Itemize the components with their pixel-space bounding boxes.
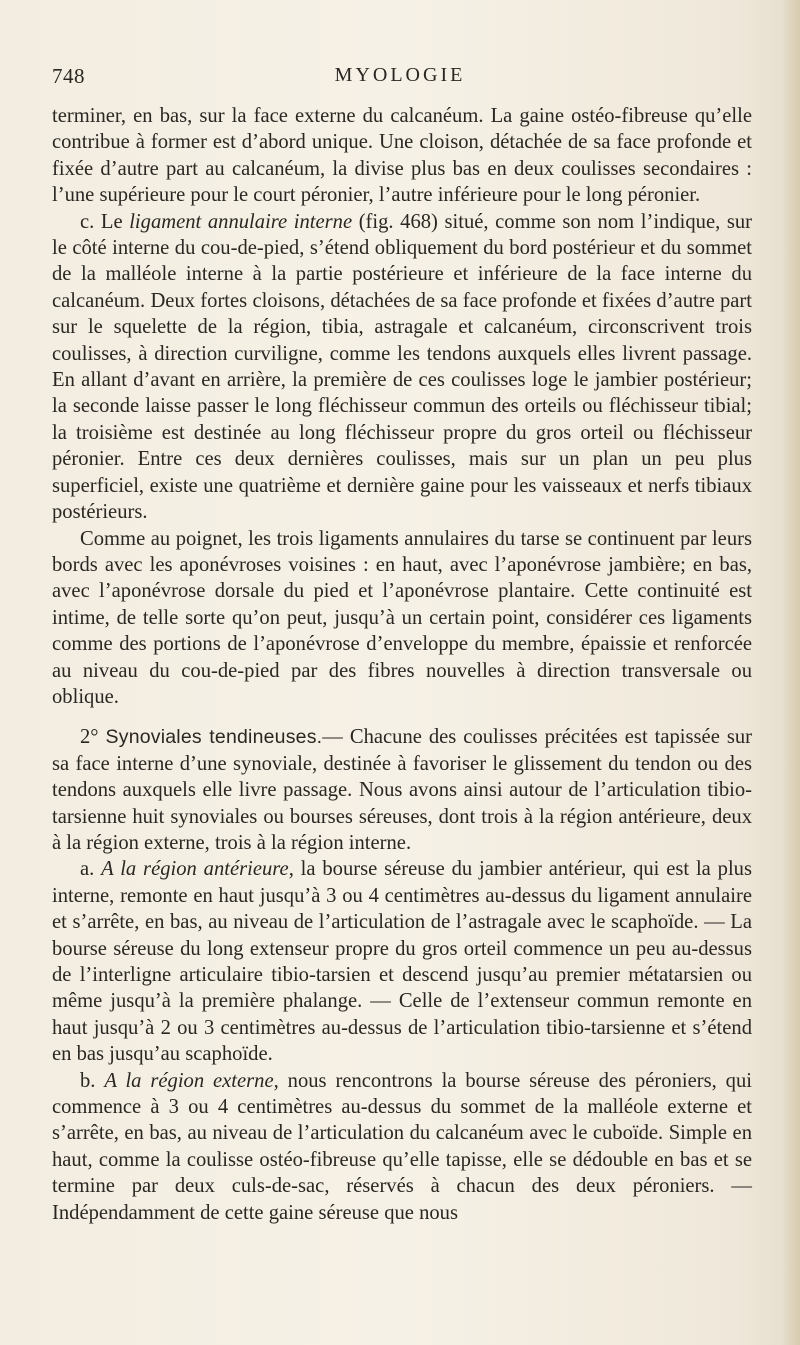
running-title: MYOLOGIE [334, 64, 466, 86]
section-number: 2° [80, 726, 99, 749]
section-synoviales-tendineuses [52, 724, 752, 856]
paragraph-body: , nous rencontrons la bourse séreuse des péroniers, qui commence à 3 ou 4 centimètres au-dessus du sommet de la malléole externe et s’arrête, en bas, au niveau de l’articulation du calcanéum avec le cuboïde. Simple en haut, comme la coulisse ostéo-fibreuse qu’elle tapisse, elle se dédouble en bas et se termine par deux culs-de-sac, réservés à chacun des deux péroniers. — Indépendamment de cette gaine séreuse que nous [52, 1069, 752, 1224]
paragraph-lead: a. [80, 858, 102, 881]
page-number: 748 [52, 64, 85, 88]
paragraph-body: , la bourse séreuse du jambier antérieur, qui est la plus interne, remonte en haut jusqu’à 3 ou 4 centimètres au-dessus du ligament annulaire et s’arrête, en bas, au niveau de l’articulation de l’astragale avec le scaphoïde. — La bourse séreuse du long extenseur propre du gros orteil commence un peu au-dessus de l’interligne articulaire tibio-tarsien et descend jusqu’au premier métatarsien ou même jusqu’à la première phalange. — Celle de l’extenseur commun remonte en haut jusqu’à 2 ou 3 centimètres au-dessus de l’articulation tibio-tarsienne et s’étend en bas jusqu’au scaphoïde. [52, 858, 752, 1066]
section-body: — Chacune des coulisses précitées est tapissée sur sa face interne d’une synoviale, destinée à favoriser le glissement du tendon ou des tendons auxquels elle livre passage. Nous avons ainsi autour de l’articulation tibio-tarsienne huit synoviales ou bourses séreuses, dont trois à la région antérieure, deux à la région externe, trois à la région interne. [52, 726, 752, 854]
paragraph-italic-term: A la région antérieure [101, 858, 289, 881]
page-edge-shading [782, 0, 800, 1345]
paragraph-italic-term: A la région externe [104, 1069, 274, 1092]
paragraph-body: (fig. 468) situé, comme son nom l’indique, sur le côté interne du cou-de-pied, s’étend obliquement du bord postérieur et du sommet de la malléole interne à la partie postérieure et inférieure de la face interne du calcanéum. Deux fortes cloisons, détachées de sa face profonde et fixées d’autre part sur le squelette de la région, tibia, astragale et calcanéum, circonscrivent trois coulisses, à direction curviligne, comme les tendons auxquels elles livrent passage. En allant d’avant en arrière, la première de ces coulisses loge le jambier postérieur; la seconde laisse passer le long fléchisseur commun des orteils ou fléchisseur tibial; la troisième est destinée au long fléchisseur propre du gros orteil ou fléchisseur péronier. Entre ces deux dernières coulisses, mais sur un plan un peu plus superficiel, existe une quatrième et dernière gaine pour les vaisseaux et nerfs tibiaux postérieurs. [52, 210, 753, 524]
paragraph-continuation: terminer, en bas, sur la face externe du calcanéum. La gaine ostéo-fibreuse qu’elle contribue à former est d’abord unique. Une cloison, détachée de sa face profonde et fixée d’autre part au calcanéum, la divise plus bas en deux coulisses secondaires : l’une supérieure pour le court péronier, l’autre inférieure pour le long péronier. [52, 105, 752, 207]
paragraph-region-anterieure [52, 856, 752, 1067]
paragraph-lead: c. Le [80, 210, 130, 233]
section-heading: Synoviales tendineuses. [105, 726, 323, 749]
body-text [52, 103, 752, 1226]
paragraph-ligament-annulaire-interne [52, 209, 752, 526]
page-header [52, 64, 748, 92]
paragraph-lead: b. [80, 1069, 105, 1092]
paragraph-italic-term: ligament annulaire interne [129, 210, 353, 233]
paragraph-continuity: Comme au poignet, les trois ligaments annulaires du tarse se continuent par leurs bords avec les aponévroses voisines : en haut, avec l’aponévrose jambière; en bas, avec l’aponévrose dorsale du pied et l’aponévrose plantaire. Cette continuité est intime, de telle sorte qu’on peut, jusqu’à un certain point, considérer ces ligaments comme des portions de l’aponévrose d’enveloppe du membre, épaissie et renforcée au niveau du cou-de-pied par des fibres nouvelles à direction transversale ou oblique. [52, 527, 752, 708]
paragraph-region-externe [52, 1068, 752, 1226]
